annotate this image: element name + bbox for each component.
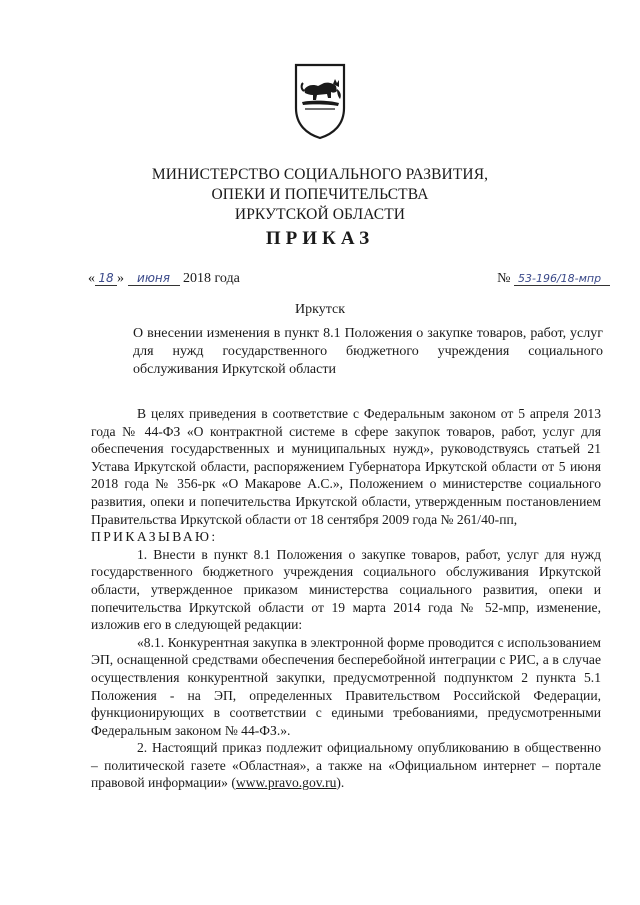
irkutsk-coat-of-arms-icon [293,62,347,140]
document-body [91,405,601,792]
document-number [497,271,610,287]
ministry-line-1: МИНИСТЕРСТВО СОЦИАЛЬНОГО РАЗВИТИЯ, [151,166,489,183]
ministry-line-2: ОПЕКИ И ПОПЕЧИТЕЛЬСТВА [211,186,429,203]
document-subject [133,325,603,379]
date-day: 18 [95,271,117,286]
number-value: 53-196/18-мпр [514,272,610,286]
item-2-paragraph [91,739,601,792]
item-2-text-end: ). [336,775,345,791]
city: Иркутск [294,302,346,317]
item-1-quote-paragraph: «8.1. Конкурентная закупка в электронной форме проводится с использованием ЭП, оснащенной средствами обеспечения бесперебойной интеграции с РИС, а в случае осуществления конкурентной закупки, предусмотренной подпунктом 2 пункта 5.1 Положения - на ЭП, определенных Правительством Российской Федерации, функционирующих в соответствии с едиными требованиями, предусмотренными Федеральным законом № 44-ФЗ.». [91,634,601,738]
ministry-line-3: ИРКУТСКОЙ ОБЛАСТИ [234,206,406,223]
preamble-paragraph: В целях приведения в соответствие с Федеральным законом от 5 апреля 2013 года № 44-ФЗ «О контрактной системе в сфере закупок товаров, работ, услуг для обеспечения государственных и муниципальных нужд», руководствуясь статьей 21 Устава Иркутской области, распоряжением Губернатора Иркутской области от 5 июня 2018 года № 356-рк «О Макарове А.С.», Положением о министерстве социального развития, опеки и попечительства Иркутской области, утвержденным постановлением Правительства Иркутской области от 18 сентября 2009 года № 261/40-пп, [91,406,601,527]
ministry-name [100,165,540,225]
pravo-gov-link[interactable]: www.pravo.gov.ru [235,775,337,791]
date-month: июня [128,271,180,286]
document-type-title: ПРИКАЗ [265,228,375,249]
subject-text: О внесении изменения в пункт 8.1 Положения о закупке товаров, работ, услуг для нужд государственного бюджетного учреждения социального обслуживания Иркутской области [133,326,603,377]
order-word: ПРИКАЗЫВАЮ: [91,529,218,545]
number-prefix: № [497,271,511,286]
date-open-quote: « [88,271,95,286]
item-1-paragraph: 1. Внести в пункт 8.1 Положения о закупке товаров, работ, услуг для нужд государственного бюджетного учреждения социального обслуживания Иркутской области, утвержденное приказом министерства социального развития, опеки и попечительства Иркутской области от 19 марта 2014 года № 52-мпр, изменение, изложив его в следующей редакции: [91,546,601,633]
item-2-text: 2. Настоящий приказ подлежит официальному опубликованию в общественно – политической газете «Областная», а также на «Официальном интернет – портале правовой информации» ( [91,740,601,791]
document-date [88,271,240,287]
date-year: 2018 года [183,271,240,286]
date-close-quote: » [117,271,124,286]
